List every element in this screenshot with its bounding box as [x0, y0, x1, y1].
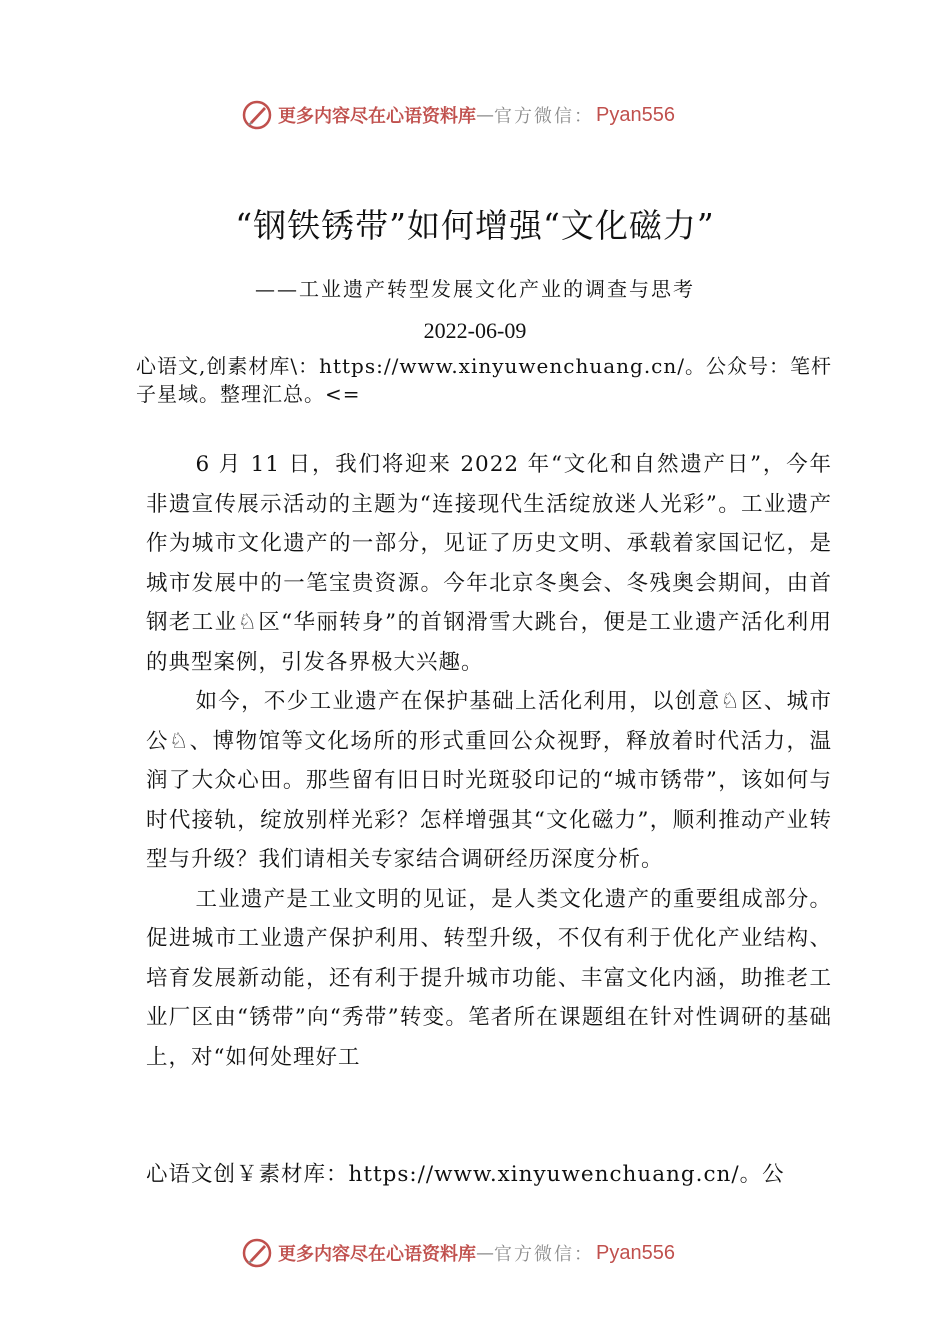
banner-wechat-id: Pyan556	[596, 1241, 675, 1264]
footer-source-note: 心语文创￥素材库：https://www.xinyuwenchuang.cn/。公	[146, 1162, 785, 1187]
banner-text: 更多内容尽在心语资料库	[278, 1244, 476, 1265]
header-banner	[240, 95, 760, 135]
article-subtitle: ——工业遗产转型发展文化产业的调查与思考	[255, 277, 695, 301]
footer-banner	[240, 1233, 760, 1273]
banner-dash: —	[476, 1242, 494, 1264]
paragraph: 如今，不少工业遗产在保护基础上活化利用，以创意♘区、城市公♘、博物馆等文化场所的形式重回公众视野，释放着时代活力，温润了大众心田。那些留有旧日时光斑驳印记的“城市锈带”，该如何与时代接轨，绽放别样光彩？怎样增强其“文化磁力”，顺利推动产业转型与升级？我们请相关专家结合调研经历深度分析。	[146, 689, 832, 872]
article-title: “钢铁锈带”如何增强“文化磁力”	[235, 206, 715, 245]
banner-wechat-label: 官方微信：	[494, 1244, 594, 1265]
banner-dash: —	[476, 104, 494, 126]
brush-logo-icon	[240, 1236, 274, 1270]
banner-wechat-id: Pyan556	[596, 103, 675, 126]
paragraph: 6 月 11 日，我们将迎来 2022 年“文化和自然遗产日”，今年非遗宣传展示活动的主题为“连接现代生活绽放迷人光彩”。工业遗产作为城市文化遗产的一部分，见证了历史文明、承载着家国记忆，是城市发展中的一笔宝贵资源。今年北京冬奥会、冬残奥会期间，由首钢老工业♘区“华丽转身”的首钢滑雪大跳台，便是工业遗产活化利用的典型案例，引发各界极大兴趣。	[146, 452, 832, 675]
paragraph: 工业遗产是工业文明的见证，是人类文化遗产的重要组成部分。促进城市工业遗产保护利用、转型升级，不仅有利于优化产业结构、培育发展新动能，还有利于提升城市功能、丰富文化内涵，助推老工业厂区由“锈带”向“秀带”转变。笔者所在课题组在针对性调研的基础上，对“如何处理好工	[146, 886, 832, 1070]
brush-logo-icon	[240, 98, 274, 132]
article-date: 2022-06-09	[423, 318, 527, 343]
banner-wechat-label: 官方微信：	[494, 106, 594, 127]
article-body	[146, 445, 832, 1077]
banner-text: 更多内容尽在心语资料库	[278, 106, 476, 127]
source-note: 心语文,创素材库\：https://www.xinyuwenchuang.cn/。公众号：笔杆子星域。整理汇总。<=	[136, 354, 832, 406]
